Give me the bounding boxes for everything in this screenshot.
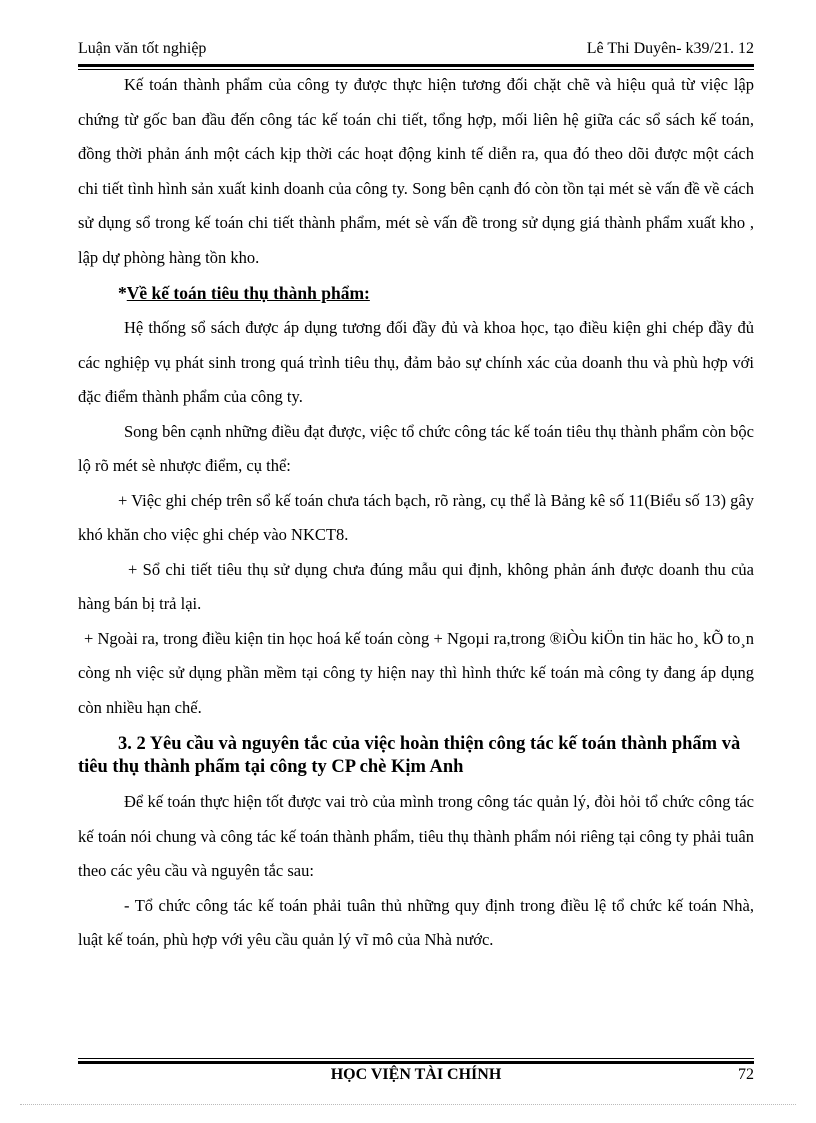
page-header — [78, 40, 754, 62]
footer-rule — [78, 1058, 754, 1059]
document-body — [78, 68, 754, 958]
section-heading: 3. 2 Yêu cầu và nguyên tắc của việc hoàn thiện công tác kế toán thành phẩm và tiêu thụ thành phẩm tại công ty CP chè Kịm Anh — [78, 734, 741, 777]
paragraph-1: Kế toán thành phẩm của công ty được thực hiện tương đối chặt chẽ và hiệu quả từ việc lập chứng từ gốc ban đầu đến công tác kế toán chi tiết, tổng hợp, mối liên hệ giữa các sổ sách kế toán, đồng thời phản ánh một cách kịp thời các hoạt động kinh tế diễn ra, qua đó theo dõi được một cách chi tiết tình hình sản xuất kinh doanh của công ty. Song bên cạnh đó còn tồn tại mét sè vấn đề về cách sử dụng sổ trong kế toán chi tiết thành phẩm, mét sè vấn đề trong sử dụng giá thành phẩm xuất kho , lập dự phòng hàng tồn kho. — [78, 75, 754, 267]
page-footer — [78, 1066, 754, 1088]
subheading — [118, 275, 754, 311]
footer-institution: HỌC VIỆN TÀI CHÍNH — [330, 1066, 502, 1083]
paragraph-7: Để kế toán thực hiện tốt được vai trò của mình trong công tác quản lý, đòi hỏi tổ chức công tác kế toán nói chung và công tác kế toán thành phẩm, tiêu thụ thành phẩm nói riêng tại công ty phải tuân theo các yêu cầu và nguyên tắc sau: — [78, 792, 754, 880]
header-rule — [78, 64, 754, 67]
paragraph-8: - Tổ chức công tác kế toán phải tuân thủ những quy định trong điều lệ tổ chức kế toán Nhà, luật kế toán, phù hợp với yêu cầu quản lý vĩ mô của Nhà nước. — [78, 895, 754, 949]
paragraph-6: + Ngoài ra, trong điều kiện tin học hoá kế toán còng + Ngoµi ra,trong ®iÒu kiÖn tin häc ho¸ kÕ to¸n còng nh việc sử dụng phần mềm tại công ty hiện nay thì hình thức kế toán mà công ty đang áp dụng còn nhiều hạn chế. — [78, 628, 754, 717]
paragraph-5: + Sổ chi tiết tiêu thụ sử dụng chưa đúng mẫu qui định, không phản ánh được doanh thu của hàng bán bị trả lại. — [78, 559, 754, 613]
star-bullet: * — [118, 283, 127, 303]
paragraph-4: + Việc ghi chép trên sổ kế toán chưa tách bạch, rõ ràng, cụ thể là Bảng kê số 11(Biểu số 13) gây khó khăn cho việc ghi chép vào NKCT8. — [78, 490, 754, 544]
page-edge-dotted-line — [20, 1104, 796, 1105]
header-right: Lê Thi Duyên- k39/21. 12 — [586, 40, 754, 57]
header-left: Luận văn tốt nghiệp — [78, 40, 207, 57]
paragraph-2: Hệ thống sổ sách được áp dụng tương đối đầy đủ và khoa học, tạo điều kiện ghi chép đầy đủ các nghiệp vụ phát sinh trong quá trình tiêu thụ, đảm bảo sự chính xác của doanh thu và phù hợp với đặc điểm thành phẩm của công ty. — [78, 318, 754, 406]
paragraph-3: Song bên cạnh những điều đạt được, việc tổ chức công tác kế toán tiêu thụ thành phẩm còn bộc lộ rõ mét sè nhược điểm, cụ thể: — [78, 421, 754, 475]
page-number: 72 — [738, 1066, 754, 1083]
subheading-text: Về kế toán tiêu thụ thành phẩm: — [126, 283, 370, 303]
